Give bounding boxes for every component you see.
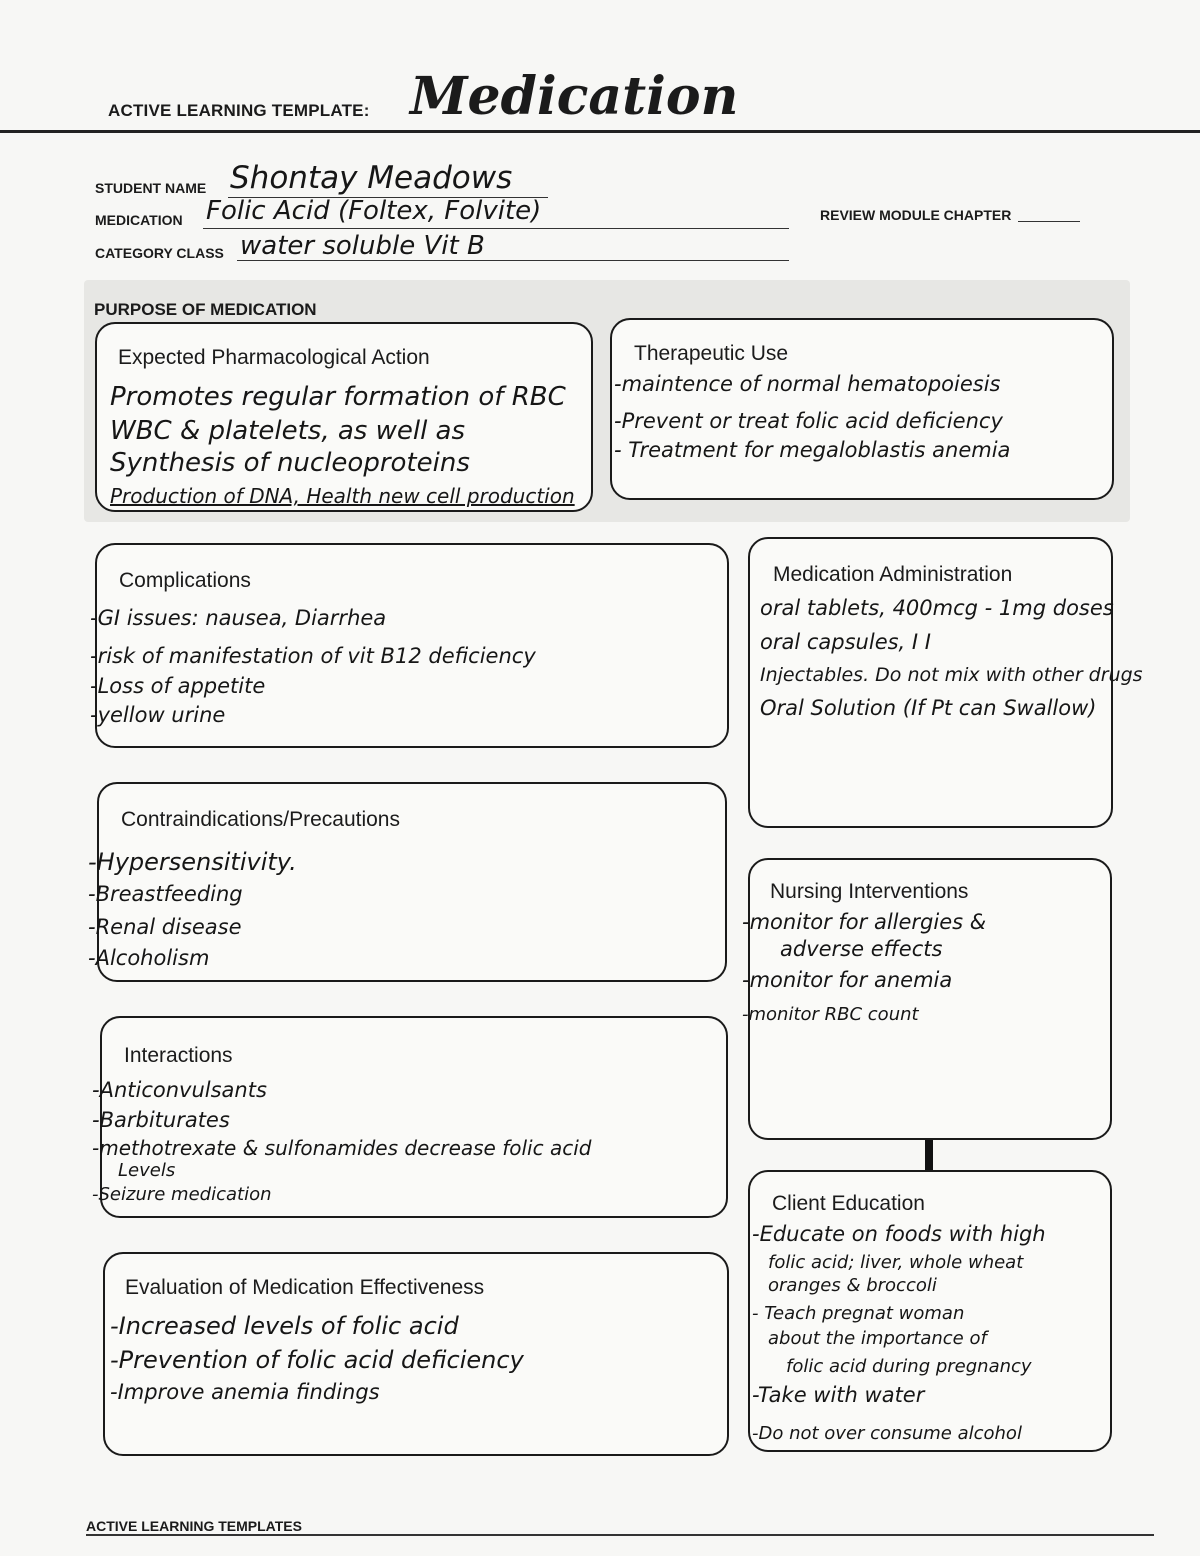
header-rule bbox=[0, 130, 1200, 133]
administration-line: oral capsules, I I bbox=[760, 630, 931, 654]
complications-line: -risk of manifestation of vit B12 deficiency bbox=[90, 644, 536, 668]
therapeutic-use-title: Therapeutic Use bbox=[634, 342, 789, 365]
interactions-title: Interactions bbox=[124, 1044, 233, 1067]
evaluation-line: -Prevention of folic acid deficiency bbox=[110, 1346, 524, 1374]
review-chapter-label: REVIEW MODULE CHAPTER bbox=[820, 207, 1012, 223]
client-education-line: oranges & broccoli bbox=[768, 1275, 937, 1296]
therapeutic-use-line: -Prevent or treat folic acid deficiency bbox=[614, 409, 1003, 433]
interactions-line: -Barbiturates bbox=[92, 1108, 230, 1132]
purpose-label: PURPOSE OF MEDICATION bbox=[94, 300, 317, 319]
evaluation-title: Evaluation of Medication Effectiveness bbox=[125, 1276, 485, 1299]
contraindications-line: -Renal disease bbox=[88, 915, 242, 939]
therapeutic-use-line: -maintence of normal hematopoiesis bbox=[614, 372, 1001, 396]
nursing-box bbox=[748, 858, 1112, 1140]
footer-rule bbox=[86, 1534, 1154, 1536]
category-class-value: water soluble Vit B bbox=[240, 231, 485, 261]
evaluation-line: -Improve anemia findings bbox=[110, 1380, 380, 1404]
expected-action-line: WBC & platelets, as well as bbox=[110, 416, 466, 446]
client-education-line: folic acid; liver, whole wheat bbox=[768, 1252, 1024, 1273]
complications-line: -Loss of appetite bbox=[90, 674, 266, 698]
complications-line: -GI issues: nausea, Diarrhea bbox=[90, 606, 387, 630]
student-name-label: STUDENT NAME bbox=[95, 180, 207, 196]
nursing-line: -monitor for anemia bbox=[742, 968, 953, 992]
nursing-line: -monitor RBC count bbox=[742, 1004, 919, 1025]
expected-action-title: Expected Pharmacological Action bbox=[118, 346, 430, 369]
client-education-line: folic acid during pregnancy bbox=[786, 1356, 1032, 1377]
complications-line: -yellow urine bbox=[90, 703, 226, 727]
contraindications-title: Contraindications/Precautions bbox=[121, 808, 400, 831]
nursing-line: adverse effects bbox=[780, 937, 943, 961]
template-label: ACTIVE LEARNING TEMPLATE: bbox=[108, 101, 370, 120]
interactions-line: -Seizure medication bbox=[92, 1184, 272, 1205]
contraindications-line: -Hypersensitivity. bbox=[88, 848, 297, 876]
administration-line: Injectables. Do not mix with other drugs bbox=[760, 664, 1143, 686]
category-class-label: CATEGORY CLASS bbox=[95, 245, 224, 261]
medication-value: Folic Acid (Foltex, Folvite) bbox=[206, 196, 542, 226]
expected-action-line: Promotes regular formation of RBC bbox=[110, 382, 566, 412]
medication-label: MEDICATION bbox=[95, 212, 183, 228]
expected-action-line: Production of DNA, Health new cell production bbox=[110, 484, 575, 508]
interactions-line: -Anticonvulsants bbox=[92, 1078, 267, 1102]
expected-action-line: Synthesis of nucleoproteins bbox=[110, 448, 470, 478]
administration-line: Oral Solution (If Pt can Swallow) bbox=[760, 696, 1097, 720]
administration-line: oral tablets, 400mcg - 1mg doses bbox=[760, 596, 1114, 620]
review-chapter-line bbox=[1018, 221, 1080, 222]
interactions-line: -methotrexate & sulfonamides decrease folic acid bbox=[92, 1136, 592, 1160]
page-title: Medication bbox=[410, 66, 739, 127]
nursing-line: -monitor for allergies & bbox=[742, 910, 987, 934]
student-name-value: Shontay Meadows bbox=[230, 160, 513, 196]
connector-bar bbox=[925, 1140, 933, 1170]
footer-label: ACTIVE LEARNING TEMPLATES bbox=[86, 1518, 302, 1534]
client-education-line: about the importance of bbox=[768, 1328, 987, 1349]
client-education-line: -Educate on foods with high bbox=[752, 1222, 1046, 1246]
nursing-title: Nursing Interventions bbox=[770, 880, 969, 903]
client-education-title: Client Education bbox=[772, 1192, 925, 1215]
client-education-line: -Take with water bbox=[752, 1383, 925, 1407]
evaluation-line: -Increased levels of folic acid bbox=[110, 1312, 459, 1340]
administration-title: Medication Administration bbox=[773, 563, 1013, 586]
contraindications-line: -Breastfeeding bbox=[88, 882, 243, 906]
category-class-line bbox=[237, 260, 789, 261]
therapeutic-use-line: - Treatment for megaloblastis anemia bbox=[614, 438, 1011, 462]
interactions-line: Levels bbox=[118, 1160, 176, 1181]
client-education-line: - Teach pregnat woman bbox=[752, 1303, 965, 1324]
medication-line bbox=[203, 228, 789, 229]
complications-title: Complications bbox=[119, 569, 251, 592]
contraindications-line: -Alcoholism bbox=[88, 946, 210, 970]
client-education-line: -Do not over consume alcohol bbox=[752, 1423, 1022, 1444]
